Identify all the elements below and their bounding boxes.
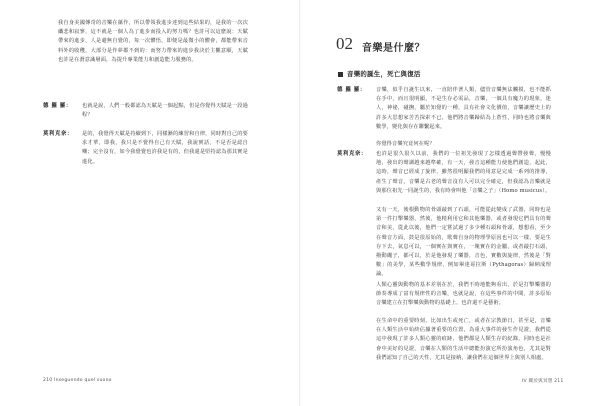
speaker-label: 莫利克奈： [43, 131, 73, 137]
page-footer: IV 關於與冥想 211 [522, 379, 564, 384]
page-footer: 210 Inseguendo quel suono [43, 378, 112, 383]
section-title: 音樂的誕生，死亡與復活 [347, 70, 421, 78]
chapter-title: 音樂是什麼？ [362, 43, 425, 54]
dialogue-answer: 也許是很久很久以前，我們的一位祖先發現了怎樣透過聲帶發聲，慢慢地，發出的聲調越來越準確，有一天，發音這種能力使他們創造，起此，這時，聲音已經成了旋律，雖然很明顯我們的用意是完成一系列的推導，產生了聲音，音樂是古老的聲音沒有人可以完全確定，但我認為音樂就是與那位祖先一同誕生的，我有時會叫他「音樂之子」（Homo musicus）。 [376, 151, 551, 194]
answer-paragraph: 在生命中的重要時刻，比如出生或死亡，或者在宗教節日，甚至是，音樂在人類生活中始終佔據著重要的位置，為重大事件的發生作見證，我們從這中發現了許多人類心靈的痕跡，他們都是人類生存的紀錄，同時也是社會中美好的見證，音樂在人類的生活中總能扮演它所扮演角色，尤其是對我們認知了自己的天性，尤其是接納，讓我們在這個世界上與別人相處。 [376, 318, 551, 361]
chapter-number: 02 [336, 34, 353, 53]
paragraph-continuation: 我自身美國傳奇的音樂在蘊作，所以帶領我進步達到這些結果的，是我的一次次纖悲和寂寥，這不就是一個人為了進步而投入的努力嗎？也許可以這麼說：天賦帶來的進步，人是避無自覺的，每一次體悟，即便是最微小的體會，都能帶來音料外的收穫，大部分是作夢都不到的：而努力帶來的進步我決於主觀意願，天賦也許是在潛意識層面，為提升專業能力和創造能力服務的。 [58, 20, 248, 63]
speaker-label: 莫利克奈： [337, 151, 367, 157]
dialogue-question: 也就是說，人們一般都認為天賦是一個起點，但是你覺得天賦是一段過程？ [82, 103, 248, 119]
answer-paragraph: 人類心靈與動物的基本差別在於，我們不時地能夠看出，於是打擊樂器的節奏導成了富有規律性的音樂，也就是說，在這些事件的中間，許多原始音樂建立在打擊樂與動物的基礎上，也許還不是藝術。 [376, 282, 551, 307]
answer-paragraph: 又有一天，後根動物的骨頭敲到了石頭，可能從此變成了武器，同時也是第一件打擊樂器，然後，他精利用它和其他樂器，或者發現它們具有的聲音和美，從此以後，他們一定嘗試過了多少種石頭和骨頭，想想看，至少在聲音方面，鼓是很原始的，歌聲自身的物理學原因也可以一樣，要是生存下去，氣息可以，一個實在與實在，一塊實在的金屬，或者敲打石頭，撥動繩子，都可以，於是他發現了樂器，音色，實數與旋律，然後是「對數」的美學，某些數學規律，例如畢達哥拉斯（Pythagoras）歸納成理論。 [376, 207, 551, 278]
dialogue-question-end: 你覺得音樂究竟何在呢？ [376, 141, 435, 147]
dialogue-question: 音樂，似乎自誕生以來，一直陪伴著人類，儘管音樂無法觸摸，也不能抓在手中，而且很明顯，不是生存必需品，音樂，一個具有魔力的現象，迷人，神祕，碰撫，屬於知覺的一種，具有社會文化價值，音樂讓歷史上的許多大思想家苦苦探索不已，他們將音樂歸結為上蒼性，同時也將音樂與數學，變化與存在聯繫起來。 [376, 87, 551, 130]
speaker-label: 德 羅 羅： [43, 103, 72, 109]
section-bullet-icon [338, 72, 343, 77]
speaker-label: 德 羅 羅： [337, 87, 366, 93]
dialogue-answer: 是的，我覺得天賦是持續到下，同樣漸的練習和自律，同時對自己的要求才華，即我，我只是不覺得自己有天賦，我說實話，不是否是認自嘲；完全沒有，如今我覺覺也許我是有的，但我還是堅持認為那其實是進化。 [82, 131, 248, 165]
